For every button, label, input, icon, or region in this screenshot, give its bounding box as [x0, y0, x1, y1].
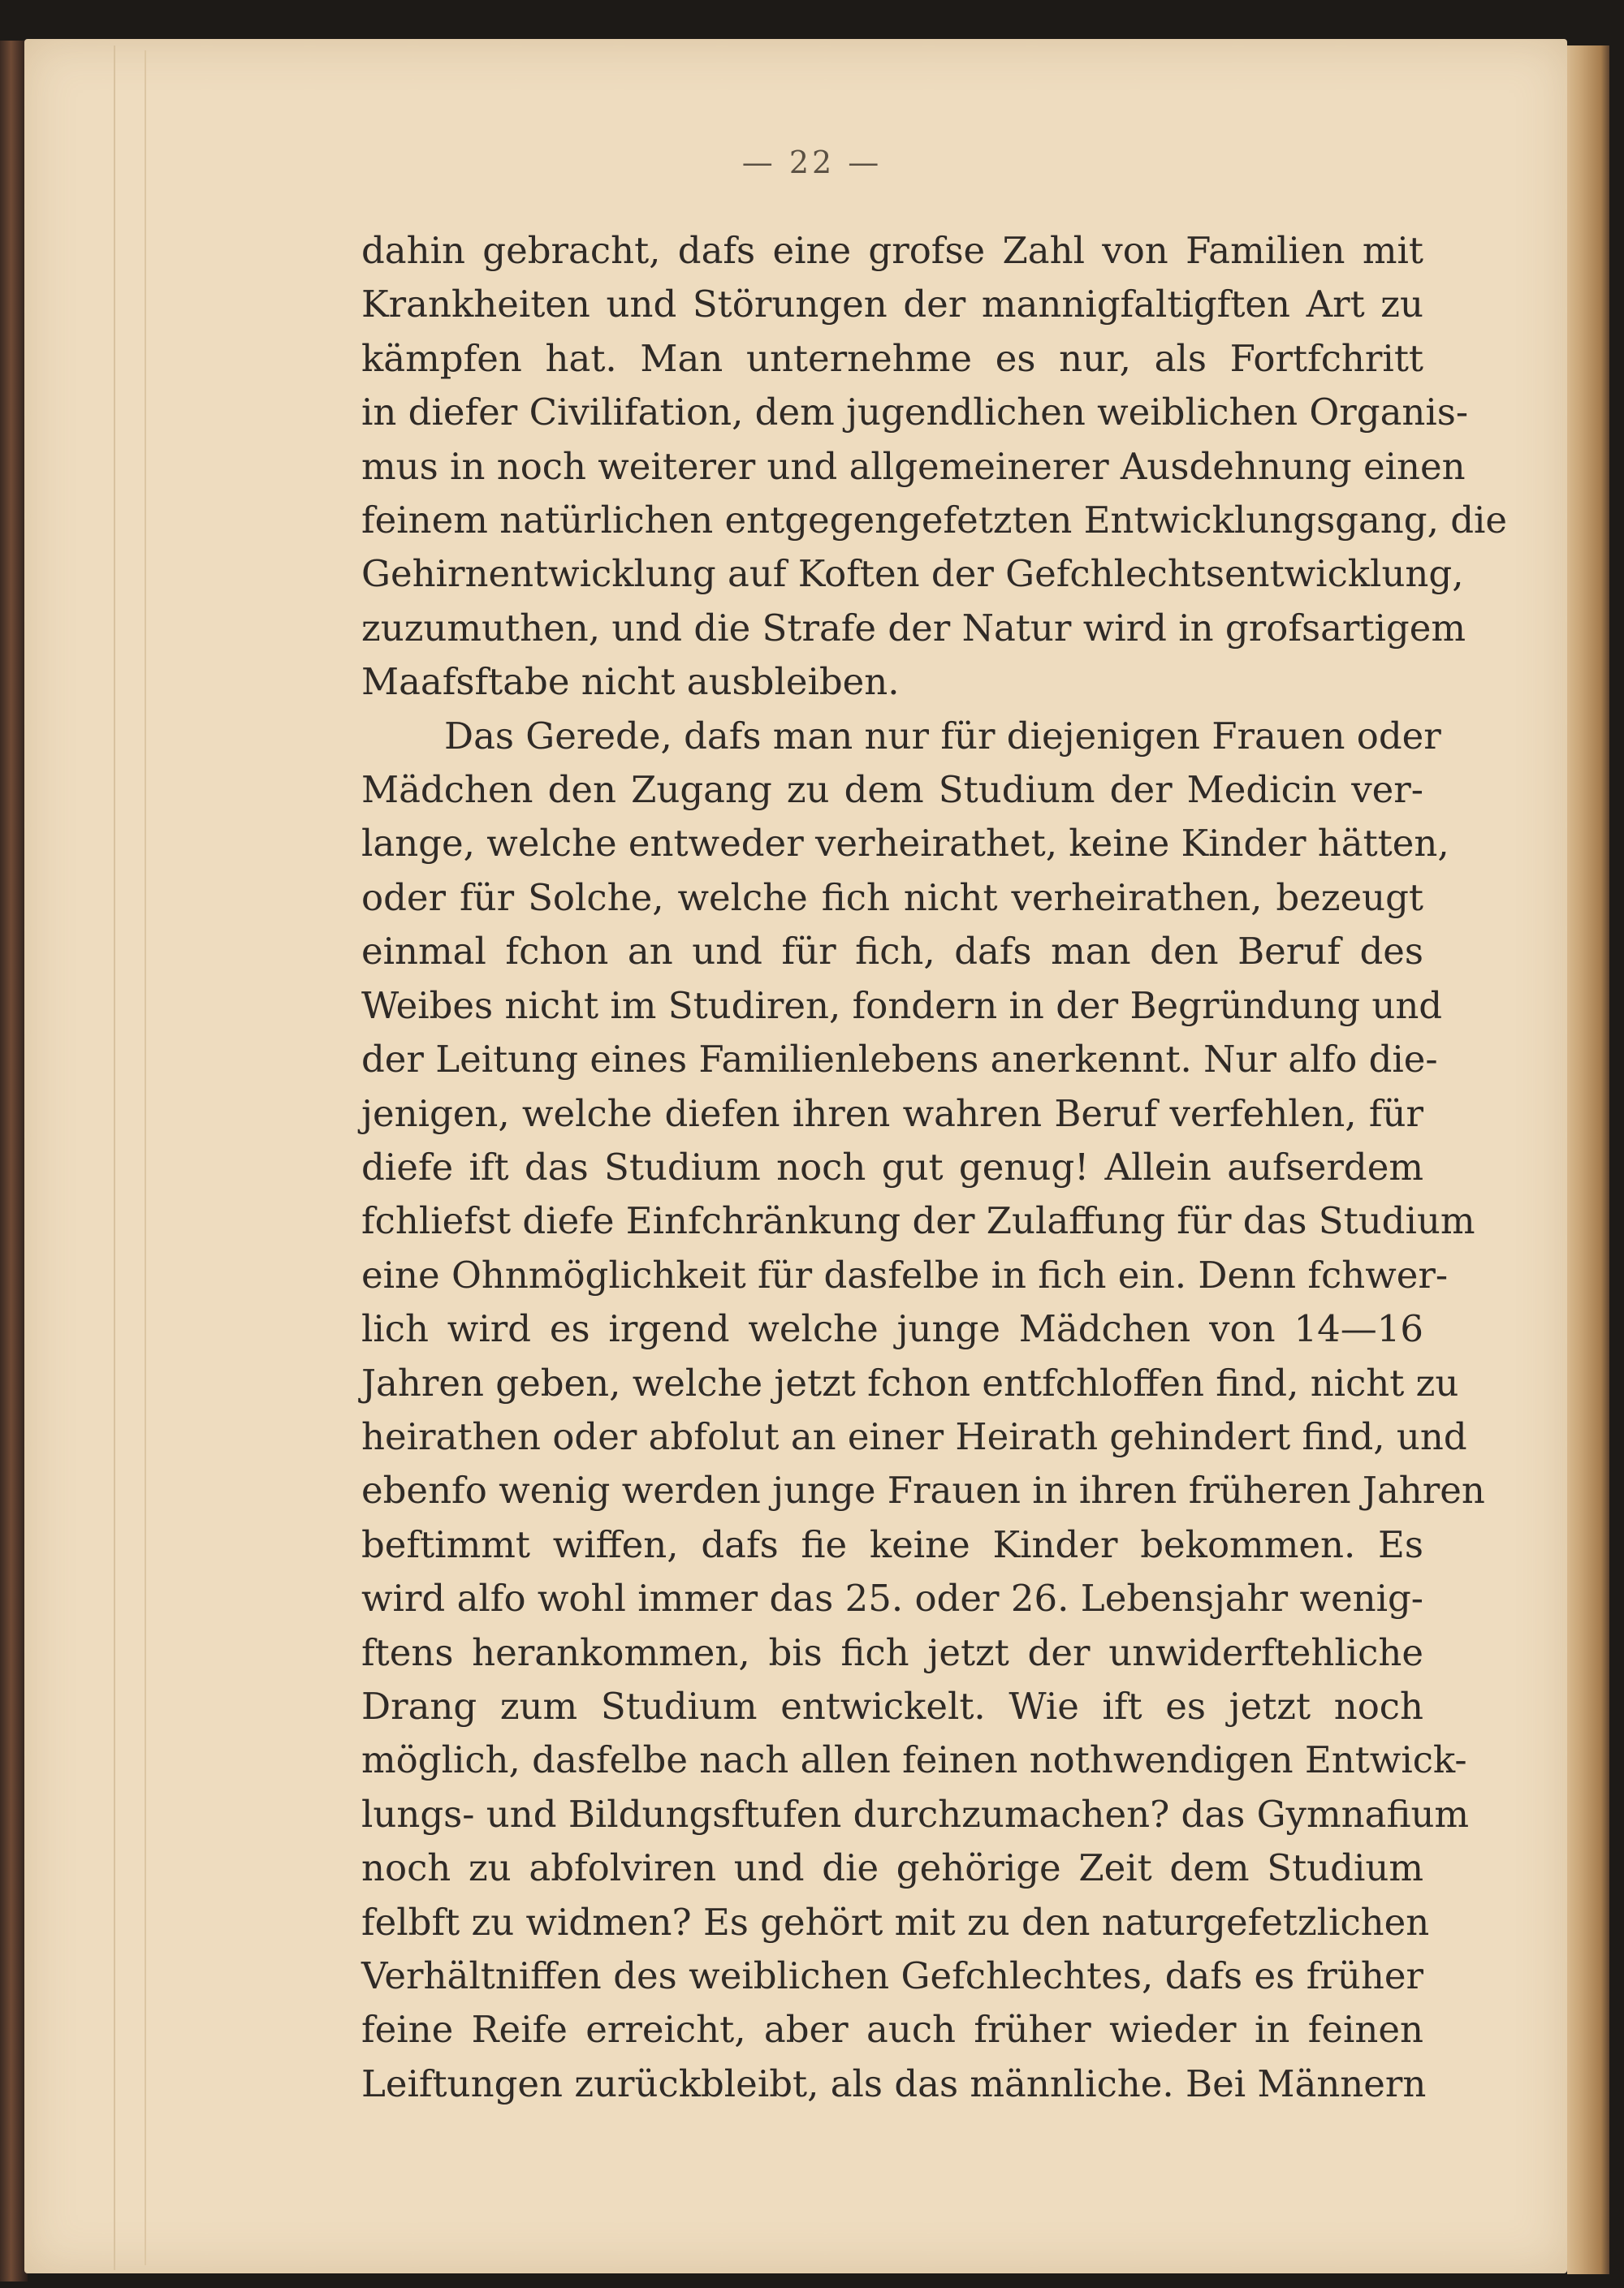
text-line: jenigen, welche diefen ihren wahren Beruf verfehlen, für: [361, 1091, 1423, 1135]
text-line: lungs- und Bildungsftufen durchzumachen? das Gymnafium: [361, 1792, 1470, 1836]
text-line: Verhältniffen des weiblichen Gefchlechtes, dafs es früher: [361, 1954, 1423, 1997]
paragraph-start-line: Das Gerede, dafs man nur für diejenigen Frauen oder: [444, 714, 1441, 758]
text-line: der Leitung eines Familienlebens anerkennt. Nur alfo die-: [361, 1038, 1438, 1081]
text-line: kämpfen hat. Man unternehme es nur, als Fortfchritt: [361, 336, 1423, 380]
text-line: oder für Solche, welche fich nicht verheirathen, bezeugt: [361, 875, 1423, 919]
text-line: ftens herankommen, bis fich jetzt der unwiderftehliche: [361, 1630, 1423, 1674]
page-number: — 22 —: [741, 145, 883, 180]
text-line: mus in noch weiterer und allgemeinerer Ausdehnung einen: [361, 444, 1466, 488]
text-line: Weibes nicht im Studiren, fondern in der Begründung und: [361, 983, 1443, 1027]
text-line: Gehirnentwicklung auf Koften der Gefchlechtsentwicklung,: [361, 552, 1464, 596]
text-line: möglich, dasfelbe nach allen feinen nothwendigen Entwick-: [361, 1738, 1467, 1782]
text-line: lange, welche entweder verheirathet, keine Kinder hätten,: [361, 822, 1449, 866]
text-line: lich wird es irgend welche junge Mädchen von 14—16: [361, 1307, 1423, 1351]
text-line: fchliefst diefe Einfchränkung der Zulaffung für das Studium: [361, 1199, 1475, 1243]
text-line: Leiftungen zurückbleibt, als das männliche. Bei Männern: [361, 2061, 1427, 2105]
text-line: feine Reife erreicht, aber auch früher wieder in feinen: [361, 2008, 1423, 2052]
text-line: felbft zu widmen? Es gehört mit zu den naturgefetzlichen: [361, 1900, 1430, 1944]
right-page-edge: [1567, 45, 1609, 2274]
text-line: Drang zum Studium entwickelt. Wie ift es jetzt noch: [361, 1684, 1423, 1728]
text-line: dahin gebracht, dafs eine grofse Zahl von Familien mit: [361, 229, 1423, 272]
text-line: Mädchen den Zugang zu dem Studium der Medicin ver-: [361, 768, 1423, 812]
body-text: [361, 224, 1508, 2111]
page-edges: [114, 45, 145, 2270]
text-line: zuzumuthen, und die Strafe der Natur wird in grofsartigem: [361, 606, 1466, 650]
text-line: wird alfo wohl immer das 25. oder 26. Lebensjahr wenig-: [361, 1577, 1423, 1621]
text-line: Maafsftabe nicht ausbleiben.: [361, 660, 900, 704]
text-line: ebenfo wenig werden junge Frauen in ihren früheren Jahren: [361, 1469, 1485, 1513]
text-line: eine Ohnmöglichkeit für dasfelbe in fich ein. Denn fchwer-: [361, 1253, 1449, 1297]
text-line: noch zu abfolviren und die gehörige Zeit dem Studium: [361, 1846, 1423, 1890]
text-line: heirathen oder abfolut an einer Heirath gehindert find, und: [361, 1414, 1467, 1458]
text-line: Jahren geben, welche jetzt fchon entfchloffen find, nicht zu: [361, 1361, 1459, 1405]
book-spine: [0, 41, 28, 2282]
text-line: einmal fchon an und für fich, dafs man den Beruf des: [361, 930, 1423, 973]
text-line: in diefer Civilifation, dem jugendlichen weiblichen Organis-: [361, 391, 1469, 434]
text-line: feinem natürlichen entgegengefetzten Entwicklungsgang, die: [361, 499, 1508, 542]
text-line: beftimmt wiffen, dafs fie keine Kinder bekommen. Es: [361, 1522, 1423, 1566]
text-line: diefe ift das Studium noch gut genug! Allein aufserdem: [361, 1145, 1423, 1189]
text-line: Krankheiten und Störungen der mannigfaltigften Art zu: [361, 283, 1423, 326]
